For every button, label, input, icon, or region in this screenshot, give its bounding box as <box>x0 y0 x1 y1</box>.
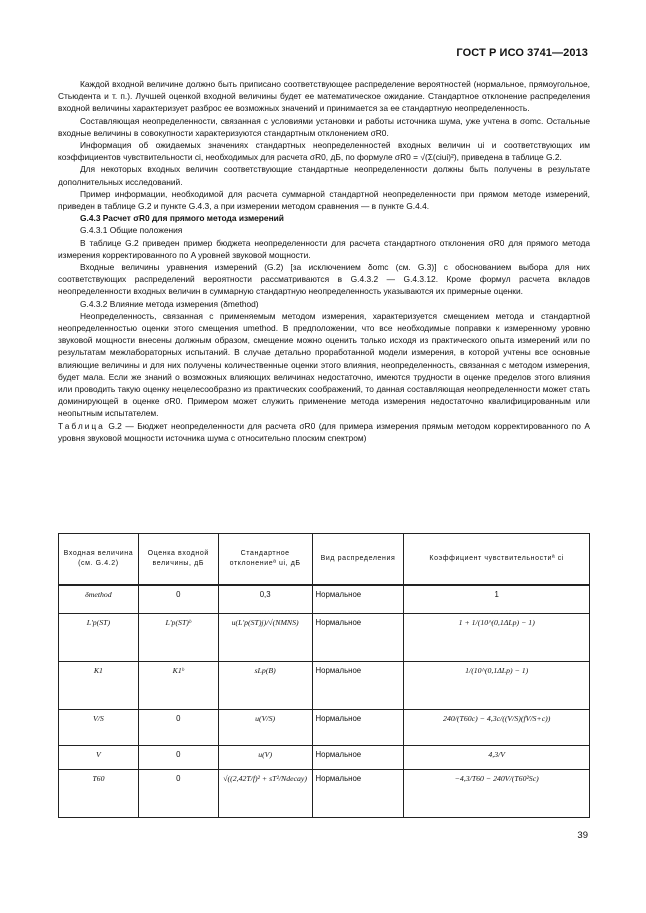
page-number: 39 <box>577 830 588 841</box>
paragraph: В таблице G.2 приведен пример бюджета неопределенности для расчета стандартного отклонения σR0 для прямого метода измерения корректированного по A уровней звуковой мощности. <box>58 237 590 260</box>
input-quantity: δmethod <box>59 585 139 613</box>
paragraph: Составляющая неопределенности, связанная с условиями установки и работы источника шума, уже учтена в σomc. Остальные входные величины в совокупности характеризуются стандартным отклонением σR0. <box>58 115 590 138</box>
input-quantity: K1 <box>59 661 139 709</box>
sensitivity-coefficient: 1/(10^(0,1ΔLp) − 1) <box>404 661 590 709</box>
distribution-type: Нормальное <box>312 709 404 745</box>
sensitivity-coefficient: 1 <box>404 585 590 613</box>
column-header: Коэффициент чувствительностиª ci <box>404 534 590 586</box>
paragraph: Пример информации, необходимой для расчета суммарной стандартной неопределенности при прямом методе измерений, приведен в таблице G.2 и пункте G.4.3, а при измерении методом сравнения — в пункте G.4.4. <box>58 188 590 212</box>
column-header: Входная величина (см. G.4.2) <box>59 534 139 586</box>
table-row <box>59 769 590 817</box>
column-header: Вид распределения <box>312 534 404 586</box>
paragraph: Для некоторых входных величин соответствующие стандартные неопределенности должны быть получены в результате дополнительных исследований. <box>58 164 590 187</box>
distribution-type: Нормальное <box>312 745 404 769</box>
input-quantity: V/S <box>59 709 139 745</box>
input-quantity: V <box>59 745 139 769</box>
input-quantity: L'p(ST) <box>59 613 139 661</box>
subsection-heading: G.4.3.1 Общие положения <box>80 225 183 236</box>
column-header: Стандартное отклонениеª ui, дБ <box>218 534 312 586</box>
distribution-type: Нормальное <box>312 661 404 709</box>
subsection-heading: G.4.3.2 Влияние метода измерения (δmethod) <box>80 298 259 309</box>
input-estimate: 0 <box>138 709 218 745</box>
standard-deviation: u(V/S) <box>218 709 312 745</box>
table-caption-label: Таблица <box>58 420 105 431</box>
input-estimate: 0 <box>138 769 218 817</box>
table-row <box>59 661 590 709</box>
paragraph: Входные величины уравнения измерений (G.2) [за исключением δomc (см. G.3)] с обоснованием выбора для них соответствующих распределений вероятности рассматриваются в G.4.3.2 — G.4.3.12. Кроме формул расчета вкладов неопределенности входных величин в суммарную стандартную неопределенность указываются их примерные оценки. <box>58 262 590 297</box>
distribution-type: Нормальное <box>312 585 404 613</box>
paragraph: Информация об ожидаемых значениях стандартных неопределенностей входных величин ui и соответствующих им коэффициентов чувствительности ci, необходимых для расчета σR0, дБ, по формуле σR0 = √(Σ(ciui)²), приведена в таблице G.2. <box>58 140 590 163</box>
sensitivity-coefficient: −4,3/T60 − 240V/(T60²Sc) <box>404 769 590 817</box>
uncertainty-budget-table <box>58 533 590 818</box>
sensitivity-coefficient: 4,3/V <box>404 745 590 769</box>
input-estimate: 0 <box>138 585 218 613</box>
distribution-type: Нормальное <box>312 613 404 661</box>
standard-deviation: u(V) <box>218 745 312 769</box>
table-row <box>59 745 590 769</box>
distribution-type: Нормальное <box>312 769 404 817</box>
standard-deviation: sLp(B) <box>218 661 312 709</box>
input-estimate: L'p(ST)ᵇ <box>138 613 218 661</box>
table-row <box>59 709 590 745</box>
document-header: ГОСТ Р ИСО 3741—2013 <box>456 47 588 59</box>
input-estimate: 0 <box>138 745 218 769</box>
paragraph: Неопределенность, связанная с применяемым методом измерения, характеризуется смещением метода и стандартной неопределенностью оценки этого смещения umethod. В предположении, что все необходимые поправки к измеренному уровню звуковой мощности внесены должным образом, смещение можно оценить только исходя из практического опыта измерений или по результатам межлабораторных испытаний. В случае детально проработанной модели измерения, в которой учтены все основные влияющие величины и для них получены количественные оценки этого влияния, неопределенность, связанная с методом измерения, будет мала. Если же знаний о возможных влияющих величинах недостаточно, имеются трудности в оценке пределов этого влияния или проводить такую оценку нецелесообразно из практических соображений, то данная составляющая неопределенности может стать доминирующей в оценке σR0. Примером может служить применение метода измерения недостаточно квалифицированным или неопытным испытателем. <box>58 310 590 419</box>
standard-deviation: √((2,42T/f)² + sT²/Ndecay) <box>218 769 312 817</box>
table-caption-text: G.2 — Бюджет неопределенности для расчета σR0 (для примера измерения прямым методом корректированного по A уровня звуковой мощности источника шума с относительно плоским спектром) <box>58 420 591 443</box>
standard-deviation: u(L'p(ST)j)/√(NMNS) <box>218 613 312 661</box>
input-estimate: K1ᵇ <box>138 661 218 709</box>
sensitivity-coefficient: 240/(T60c) − 4,3c/((V/S)(fV/S+c)) <box>404 709 590 745</box>
sensitivity-coefficient: 1 + 1/(10^(0,1ΔLp) − 1) <box>404 613 590 661</box>
table-caption <box>58 420 590 444</box>
table-row <box>59 613 590 661</box>
standard-deviation: 0,3 <box>218 585 312 613</box>
column-header: Оценка входной величины, дБ <box>138 534 218 586</box>
input-quantity: T60 <box>59 769 139 817</box>
document-body <box>58 78 590 444</box>
section-heading: G.4.3 Расчет σR0 для прямого метода измерений <box>80 213 284 224</box>
table-row <box>59 585 590 613</box>
paragraph: Каждой входной величине должно быть приписано соответствующее распределение вероятностей (нормальное, прямоугольное, Стьюдента и т. п.). Лучшей оценкой входной величины будет ее математическое ожидание. Стандартное отклонение распределения входной величины характеризует разброс ее возможных значений и принимается за ее стандартную неопределенность. <box>58 79 590 114</box>
